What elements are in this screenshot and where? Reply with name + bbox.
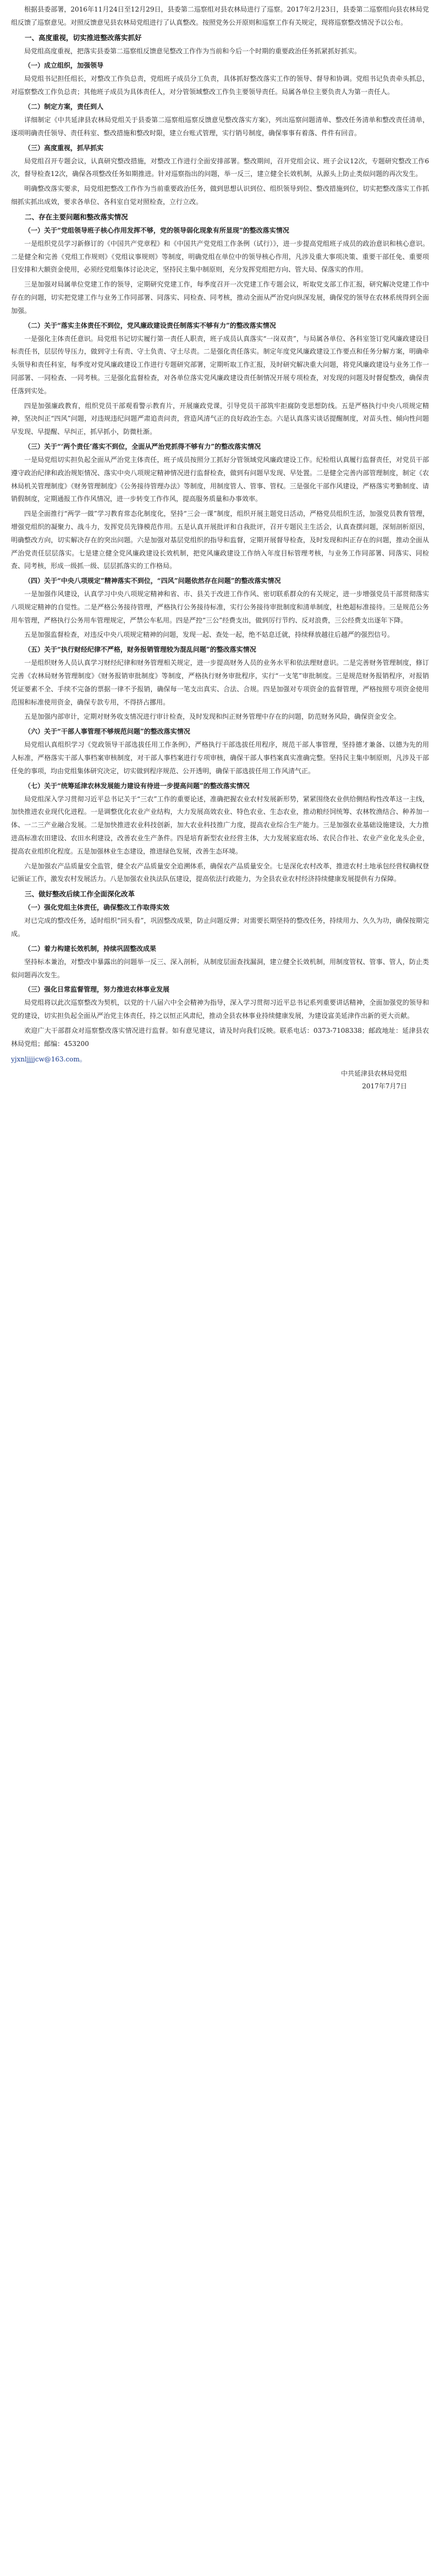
section-3-sub-3-body: 局党组将以此次巡察整改为契机，以党的十八届六中全会精神为指导，深入学习贯彻习近平总书记系列重要讲话精神，全面加强党的领导和党的建设，切实担负起全面从严治党主体责任，持之以恒正风肃纪，推动全县农林事业持续健康发展，为建设富美延津作出新的更大贡献。 bbox=[11, 999, 429, 1020]
section-3-title: 三、做好整改后续工作全面深化改革 bbox=[25, 890, 135, 899]
section-3-sub-2-body: 坚持标本兼治，对整改中暴露出的问题举一反三、深入剖析，从制度层面查找漏洞，建立健全长效机制，用制度管权、管事、管人，防止类似问题再次发生。 bbox=[11, 957, 429, 979]
issue-2-body-2: 四是加强廉政教育，组织党员干部观看警示教育片，开展廉政党课，引导党员干部筑牢拒腐防变思想防线。五是严格执行中央八项规定精神，坚决纠正“四风”问题，对违规违纪问题严肃追责问责，营造风清气正的良好政治生态。六是认真落实谈话提醒制度，对苗头性、倾向性问题早发现、早提醒、早纠正，抓早抓小，防微杜渐。 bbox=[11, 401, 429, 436]
issue-7-title: （七）关于“统筹延津农林发展能力建设有待进一步提高问题”的整改落实情况 bbox=[24, 781, 250, 790]
contact-paragraph: 欢迎广大干部群众对巡察整改落实情况进行监督。如有意见建议，请及时向我们反映。联系电话：0373-7108338；邮政地址：延津县农林局党组；邮编：453200 bbox=[11, 1027, 429, 1048]
section-3-sub-1-title: （一）强化党组主体责任，确保整改工作取得实效 bbox=[24, 904, 170, 912]
issue-4-title: （四）关于“中央八项规定”精神落实不到位，“四风”问题依然存在问题”的整改落实情况 bbox=[24, 577, 281, 585]
issue-3-body: 一是局党组切实担负起全面从严治党主体责任，班子成员按照分工抓好分管领域党风廉政建设工作。纪检组认真履行监督责任，对党员干部遵守政治纪律和政治规矩情况、落实中央八项规定精神情况进行监督检查，做到有问题早发现、早处置。二是健全完善内部管理制度，制定《农林局机关管理制度》《财务管理制度》《公务接待管理办法》等制度，用制度管人、管事、管权。三是强化干部作风建设，严格落实考勤制度、请销假制度，定期通报工作作风情况，进一步转变工作作风，提高服务质量和办事效率。 bbox=[11, 455, 429, 503]
issue-7-body: 局党组深入学习贯彻习近平总书记关于“三农”工作的重要论述，准确把握农业农村发展新形势，紧紧围绕农业供给侧结构性改革这一主线，加快推进农业现代化进程。一是调整优化农业产业结构，大力发展高效农业、特色农业、生态农业，推动粮经饲统筹、农林牧渔结合、种养加一体、一二三产业融合发展。二是加快推进农业科技创新，加大农业科技推广力度，提高农业综合生产能力。三是加强农业基础设施建设，大力推进高标准农田建设、农田水利建设，改善农业生产条件。四是培育新型农业经营主体，大力发展家庭农场、农民合作社、农业产业化龙头企业，提高农业组织化程度。五是加强林业生态建设，推进绿色发展，改善生态环境。 bbox=[11, 795, 429, 855]
section-1-sub-1-body: 局党组书记担任组长，对整改工作负总责，党组班子成员分工负责，具体抓好整改落实工作的领导、督导和协调。党组书记负责牵头抓总，对巡察整改工作负总责；其他班子成员为具体责任人，对分管领域整改工作负主要领导责任。局属各单位主要负责人为第一责任人。 bbox=[11, 75, 429, 96]
section-1-lead: 局党组高度重视，把落实县委第二巡察组反馈意见整改工作作为当前和今后一个时期的重要政治任务抓紧抓好抓实。 bbox=[24, 47, 361, 55]
issue-5-title: （五）关于“执行财经纪律不严格，财务报销管理较为混乱问题”的整改落实情况 bbox=[24, 646, 256, 654]
section-1-sub-1-title: （一）成立组织，加强领导 bbox=[24, 62, 104, 70]
signature-org: 中共延津县农林局党组 bbox=[340, 1069, 407, 1077]
section-1-sub-3-body: 局党组召开专题会议，认真研究整改措施，对整改工作进行全面安排部署。整改期间，召开党组会议、班子会议12次，专题研究整改工作6次，督导检查12次，确保各项整改任务如期推进。针对巡察指出的问题，举一反三，建立健全长效机制，从源头上防止类似问题的再次发生。 bbox=[11, 157, 429, 178]
article bbox=[0, 0, 440, 1098]
issue-3-body-2: 四是全面推行“两学一做”学习教育常态化制度化，坚持“三会一课”制度，组织开展主题党日活动，严格党员组织生活，加强党员教育管理，增强党组织的凝聚力、战斗力，发挥党员先锋模范作用。五是认真开展批评和自我批评，召开专题民主生活会，认真查摆问题，深刻剖析原因，明确整改方向，切实解决存在的突出问题。六是加强对基层党组织的指导和监督，定期开展督导检查，及时发现和纠正存在的问题，推动全面从严治党责任层层落实。七是建立健全党风廉政建设长效机制，把党风廉政建设工作纳入年度目标管理考核，与业务工作同部署、同落实、同检查、同考核，形成一级抓一级、层层抓落实的工作格局。 bbox=[11, 510, 429, 570]
issue-6-title: （六）关于“干部人事管理不够规范问题”的整改落实情况 bbox=[24, 728, 190, 736]
signature-date: 2017年7月7日 bbox=[362, 1082, 407, 1090]
issue-7-body-2: 六是加强农产品质量安全监管，健全农产品质量安全追溯体系，确保农产品质量安全。七是深化农村改革，推进农村土地承包经营权确权登记颁证工作，激发农村发展活力。八是加强农业执法队伍建设，提高依法行政能力，为全县农业农村经济持续健康发展提供有力保障。 bbox=[11, 862, 429, 883]
issue-2-body: 一是强化主体责任意识。局党组书记切实履行第一责任人职责，班子成员认真落实“一岗双责”，与局属各单位、各科室签订党风廉政建设目标责任书，层层传导压力，做到守土有责、守土负责、守土尽责。二是强化责任落实。制定年度党风廉政建设工作要点和任务分解方案，明确牵头领导和责任科室，每季度对党风廉政建设工作进行专题研究部署，定期听取工作汇报，及时研究解决重大问题，将党风廉政建设与业务工作一同部署、一同检查、一同考核。三是强化监督检查，对各单位落实党风廉政建设责任制情况开展专项检查，对发现的问题及时督促整改，确保责任落到实处。 bbox=[11, 334, 429, 395]
issue-3-title: （三）关于“‘两个责任’落实不到位，全面从严治党抓得不够有力”的整改落实情况 bbox=[24, 442, 261, 450]
section-1-sub-2-title: （二）制定方案，责任到人 bbox=[24, 102, 104, 111]
section-3-sub-3-title: （三）强化日常监督管理，努力推进农林事业发展 bbox=[24, 986, 170, 994]
intro-paragraph: 根据县委部署，2016年11月24日至12月29日，县委第二巡察组对县农林局进行了巡察。2017年2月23日，县委第二巡察组向县农林局党组反馈了巡察意见。对照反馈意见县农林局党组进行了认真整改。按照党务公开原则和巡察工作有关规定，现将巡察整改情况予以公布。 bbox=[11, 5, 429, 26]
issue-1-title: （一）关于“党组领导班子核心作用发挥不够，党的领导弱化现象有所显现”的整改落实情况 bbox=[24, 226, 289, 234]
issue-5-body-2: 五是加强内部审计，定期对财务收支情况进行审计检查，及时发现和纠正财务管理中存在的问题，防范财务风险，确保资金安全。 bbox=[24, 713, 401, 721]
section-1-sub-3-body-2: 明确整改落实要求，局党组把整改工作作为当前重要政治任务，做到思想认识到位、组织领导到位、整改措施到位，切实把整改落实工作抓细抓实抓出成效，要求各单位、各科室自觉对照检查，立行立改。 bbox=[11, 185, 429, 206]
section-3-sub-2-title: （二）着力构建长效机制，持续巩固整改成果 bbox=[24, 944, 157, 953]
issue-4-body-2: 五是加强监督检查，对违反中央八项规定精神的问题，发现一起、查处一起，绝不姑息迁就，持续释放越往后越严的强烈信号。 bbox=[24, 631, 394, 639]
issue-5-body: 一是组织财务人员认真学习财经纪律和财务管理相关规定，进一步提高财务人员的业务水平和依法理财意识。二是完善财务管理制度，修订完善《农林局财务管理制度》《财务报销审批制度》等制度，严格执行财务审批程序，实行“一支笔”审批制度。三是规范财务报销程序，对报销凭证要素不全、手续不完备的票据一律不予报销，确保每一笔支出真实、合法、合规。四是加强对专项资金的监督管理，严格按照专项资金使用范围和标准使用资金，确保专款专用，不得挤占挪用。 bbox=[11, 659, 429, 706]
section-3-sub-1-body: 对已完成的整改任务，适时组织“回头看”，巩固整改成果，防止问题反弹；对需要长期坚持的整改任务，持续用力、久久为功，确保按期完成。 bbox=[11, 917, 429, 938]
issue-1-body: 一是组织党员学习新修订的《中国共产党章程》和《中国共产党党组工作条例（试行）》，进一步提高党组班子成员的政治意识和核心意识。二是健全和完善《党组工作规则》《党组议事规则》等制度，明确党组在单位中的领导核心作用，凡涉及重大事项决策、重要干部任免、重要项目安排和大额资金使用，必须经党组集体讨论决定，坚持民主集中制原则，充分发挥党组把方向、管大局、保落实的作用。 bbox=[11, 239, 429, 274]
section-2-title: 二、存在主要问题和整改落实情况 bbox=[25, 212, 128, 221]
section-1-sub-3-title: （三）高度重视，抓早抓实 bbox=[24, 144, 104, 152]
contact-email-link[interactable]: yjxnljjjjcw@163.com。 bbox=[11, 1055, 86, 1063]
section-1-sub-2-body: 详细制定《中共延津县农林局党组关于县委第二巡察组巡察反馈意见整改落实方案》，列出巡察问题清单、整改任务清单和整改责任清单，逐项明确责任领导、责任科室、整改措施和整改时限，建立台账式管理，实行销号制度，确保事事有着落、件件有回音。 bbox=[11, 115, 429, 137]
issue-4-body: 一是加强作风建设，认真学习中央八项规定精神和省、市、县关于改进工作作风、密切联系群众的有关规定，进一步增强党员干部贯彻落实八项规定精神的自觉性。二是严格公务接待管理，严格执行公务接待标准，实行公务接待审批制度和清单制度，杜绝超标准接待。三是规范公务用车管理，严格执行公务用车管理规定，严禁公车私用。四是严控“三公”经费支出，做到厉行节约、反对浪费，三公经费支出逐年下降。 bbox=[11, 590, 429, 624]
section-1-title: 一、高度重视，切实推进整改落实抓好 bbox=[25, 33, 142, 42]
issue-1-body-2: 三是加强对局属单位党建工作的领导，定期研究党建工作，每季度召开一次党建工作专题会议，听取党支部工作汇报，研究解决党建工作中存在的问题，切实把党建工作与业务工作同部署、同落实、同检查、同考核，推动全面从严治党向纵深发展，确保党的领导在农林系统得到全面加强。 bbox=[11, 280, 429, 315]
issue-6-body: 局党组认真组织学习《党政领导干部选拔任用工作条例》，严格执行干部选拔任用程序，规范干部人事管理，坚持德才兼备、以德为先的用人标准，严格落实干部人事档案审核制度，对干部人事档案进行专项审核，确保干部人事档案真实准确完整。坚持民主集中制原则，凡涉及干部任免的事项，均由党组集体研究决定，切实做到程序规范、公开透明，确保干部选拔任用工作风清气正。 bbox=[11, 741, 429, 775]
issue-2-title: （二）关于“落实主体责任不到位，党风廉政建设责任制落实不够有力”的整改落实情况 bbox=[24, 321, 276, 329]
